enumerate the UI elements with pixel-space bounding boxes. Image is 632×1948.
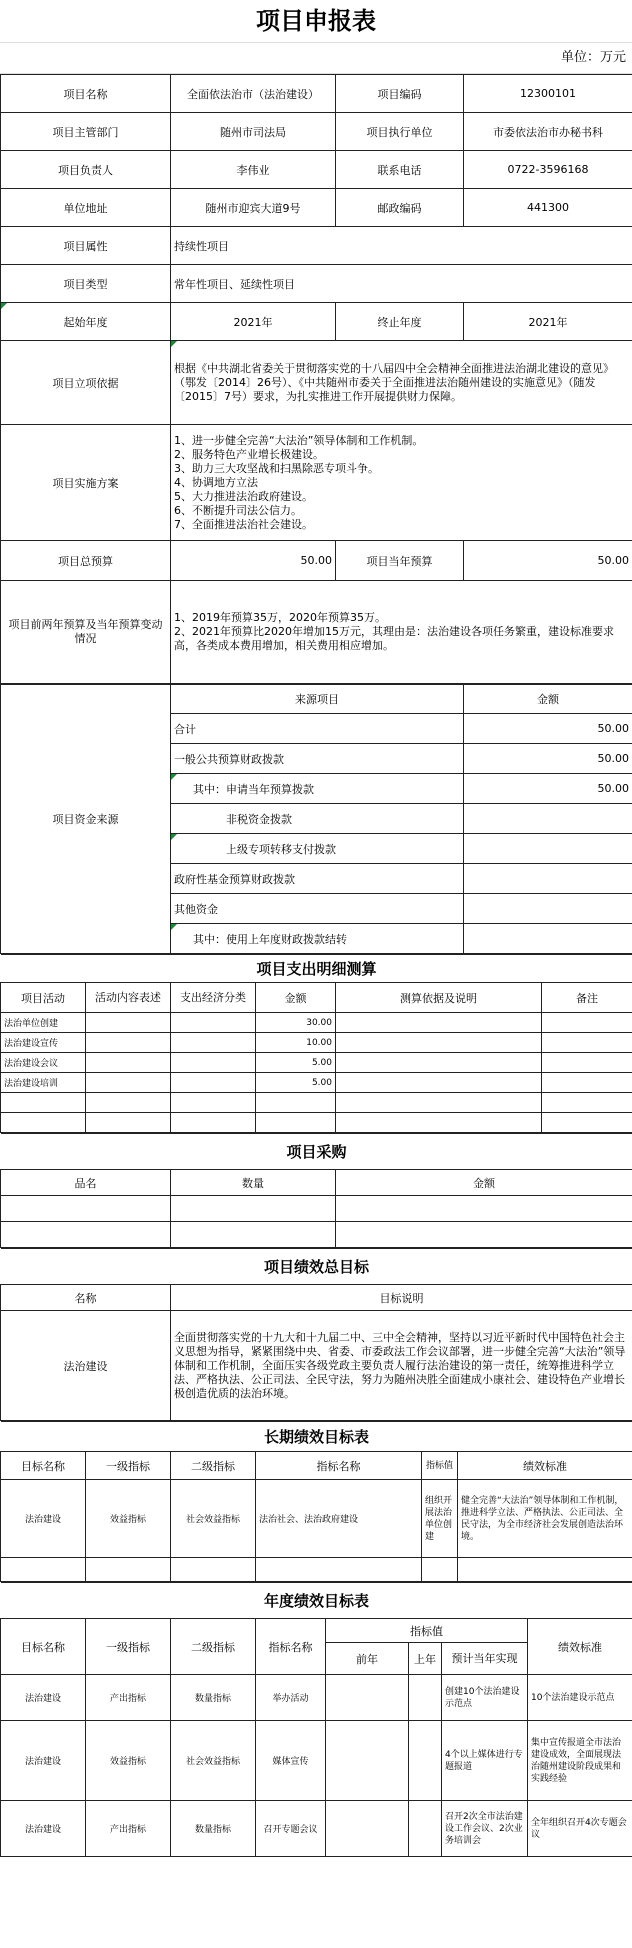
plan-item: 5、大力推进法治政府建设。 [174, 489, 313, 503]
change-item: 2、2021年预算比2020年增加15万元，其理由是：法治建设各项任务繁重，建设标准要求高，各类成本费用增加，相关费用相应增加。 [174, 625, 614, 652]
phone-value: 0722-3596168 [464, 151, 632, 189]
annual-h-value: 指标值 [326, 1619, 528, 1643]
basis-text: 根据《中共湖北省委关于贯彻落实党的十八届四中全会精神全面推进法治湖北建设的意见》（鄂发〔2014〕26号）、《中共随州市委关于全面推进法治随州建设的实施意见》（随发〔2015〕7号）要求，为扎实推进工作开展提供财力保障。 [171, 341, 632, 425]
annual-target: 法治建设 [1, 1721, 86, 1801]
long-h-value: 指标值 [422, 1452, 458, 1480]
cur-label: 项目当年预算 [336, 541, 464, 581]
annual-l2: 数量指标 [171, 1801, 256, 1857]
start-value: 2021年 [171, 303, 336, 341]
annual-l1: 效益指标 [86, 1721, 171, 1801]
funds-table [0, 684, 632, 954]
long-target: 法治建设 [1, 1480, 86, 1558]
annual-title: 年度绩效目标表 [1, 1583, 632, 1619]
annual-prev2 [326, 1721, 409, 1801]
funds-label: 项目资金来源 [1, 685, 171, 954]
long-table [0, 1421, 632, 1582]
annual-h-l1: 一级指标 [86, 1619, 171, 1675]
annual-standard: 10个法治建设示范点 [528, 1675, 632, 1721]
funds-row-amount: 50.00 [464, 744, 632, 774]
expense-amount: 10.00 [256, 1033, 336, 1053]
annual-current: 召开2次全市法治建设工作会议、2次业务培训会 [442, 1801, 528, 1857]
expense-amount: 30.00 [256, 1013, 336, 1033]
annual-l2: 数量指标 [171, 1675, 256, 1721]
end-label: 终止年度 [336, 303, 464, 341]
funds-col-source: 来源项目 [171, 685, 464, 714]
name-label: 项目名称 [1, 75, 171, 113]
funds-row-amount [464, 834, 632, 864]
type-label: 项目类型 [1, 265, 171, 303]
purchase-h-name: 品名 [1, 1170, 171, 1196]
expense-activity: 法治建设会议 [1, 1053, 86, 1073]
code-value: 12300101 [464, 75, 632, 113]
annual-h-current: 预计当年实现 [442, 1643, 528, 1675]
funds-row-name: 其中：申请当年预算拨款 [171, 774, 464, 804]
long-standard: 健全完善“大法治”领导体制和工作机制，推进科学立法、严格执法、公正司法、全民守法，为全市经济社会发展创造法治环境。 [458, 1480, 632, 1558]
purchase-h-qty: 数量 [171, 1170, 336, 1196]
plan-label: 项目实施方案 [1, 425, 171, 541]
plan-item: 2、服务特色产业增长极建设。 [174, 447, 324, 461]
funds-row-amount: 50.00 [464, 714, 632, 744]
annual-table [0, 1582, 632, 1857]
long-l1: 效益指标 [86, 1480, 171, 1558]
basic-info-table [0, 74, 632, 684]
plan-item: 3、助力三大攻坚战和扫黑除恶专项斗争。 [174, 461, 379, 475]
leader-value: 李伟业 [171, 151, 336, 189]
funds-row-name: 上级专项转移支付拨款 [171, 834, 464, 864]
annual-prev1 [409, 1721, 442, 1801]
basis-label: 项目立项依据 [1, 341, 171, 425]
annual-prev2 [326, 1801, 409, 1857]
funds-row-amount [464, 864, 632, 894]
plan-item: 4、协调地方立法 [174, 475, 258, 489]
phone-label: 联系电话 [336, 151, 464, 189]
change-text [171, 581, 632, 684]
perf-table [0, 1248, 632, 1421]
annual-l2: 社会效益指标 [171, 1721, 256, 1801]
annual-current: 4个以上媒体进行专题报道 [442, 1721, 528, 1801]
change-item: 1、2019年预算35万，2020年预算35万。 [174, 611, 386, 624]
funds-row-amount: 50.00 [464, 774, 632, 804]
perf-h-name: 名称 [1, 1285, 171, 1311]
annual-h-target: 目标名称 [1, 1619, 86, 1675]
page-title: 项目申报表 [256, 7, 376, 35]
expense-amount: 5.00 [256, 1053, 336, 1073]
long-h-l1: 一级指标 [86, 1452, 171, 1480]
long-h-l2: 二级指标 [171, 1452, 256, 1480]
attr-value: 持续性项目 [171, 227, 632, 265]
code-label: 项目编码 [336, 75, 464, 113]
plan-item: 1、进一步健全完善“大法治”领导体制和工作机制。 [174, 433, 424, 447]
plan-item: 6、不断提升司法公信力。 [174, 503, 302, 517]
addr-value: 随州市迎宾大道9号 [171, 189, 336, 227]
long-h-target: 目标名称 [1, 1452, 86, 1480]
expense-title: 项目支出明细测算 [1, 955, 632, 983]
annual-l1: 产出指标 [86, 1801, 171, 1857]
expense-h-amount: 金额 [256, 983, 336, 1013]
annual-h-prev1: 上年 [409, 1643, 442, 1675]
funds-row-name: 非税资金拨款 [171, 804, 464, 834]
annual-h-standard: 绩效标准 [528, 1619, 632, 1675]
annual-target: 法治建设 [1, 1675, 86, 1721]
long-h-indicator: 指标名称 [256, 1452, 422, 1480]
expense-h-content: 活动内容表述 [86, 983, 171, 1013]
total-label: 项目总预算 [1, 541, 171, 581]
dept-label: 项目主管部门 [1, 113, 171, 151]
funds-row-name: 一般公共预算财政拨款 [171, 744, 464, 774]
expense-h-basis: 测算依据及说明 [336, 983, 542, 1013]
exec-label: 项目执行单位 [336, 113, 464, 151]
plan-item: 7、全面推进法治社会建设。 [174, 517, 313, 531]
zip-value: 441300 [464, 189, 632, 227]
funds-row-name: 其中：使用上年度财政拨款结转 [171, 924, 464, 954]
perf-title: 项目绩效总目标 [1, 1249, 632, 1285]
expense-activity: 法治单位创建 [1, 1013, 86, 1033]
purchase-h-amount: 金额 [336, 1170, 632, 1196]
perf-h-desc: 目标说明 [171, 1285, 632, 1311]
funds-row-name: 合计 [171, 714, 464, 744]
expense-h-activity: 项目活动 [1, 983, 86, 1013]
long-indicator: 法治社会、法治政府建设 [256, 1480, 422, 1558]
dept-value: 随州市司法局 [171, 113, 336, 151]
perf-name: 法治建设 [1, 1311, 171, 1421]
name-value: 全面依法治市（法治建设） [171, 75, 336, 113]
annual-indicator: 媒体宣传 [256, 1721, 326, 1801]
leader-label: 项目负责人 [1, 151, 171, 189]
annual-indicator: 举办活动 [256, 1675, 326, 1721]
expense-activity: 法治建设培训 [1, 1073, 86, 1093]
expense-table [0, 954, 632, 1133]
expense-amount: 5.00 [256, 1073, 336, 1093]
annual-prev1 [409, 1675, 442, 1721]
expense-h-class: 支出经济分类 [171, 983, 256, 1013]
annual-h-indicator: 指标名称 [256, 1619, 326, 1675]
annual-current: 创建10个法治建设示范点 [442, 1675, 528, 1721]
attr-label: 项目属性 [1, 227, 171, 265]
exec-value: 市委依法治市办秘书科 [464, 113, 632, 151]
funds-col-amount: 金额 [464, 685, 632, 714]
funds-row-amount [464, 924, 632, 954]
annual-prev1 [409, 1801, 442, 1857]
purchase-table [0, 1133, 632, 1248]
expense-activity: 法治建设宣传 [1, 1033, 86, 1053]
annual-standard: 全年组织召开4次专题会议 [528, 1801, 632, 1857]
zip-label: 邮政编码 [336, 189, 464, 227]
long-value: 组织开展法治单位创建 [422, 1480, 458, 1558]
start-label: 起始年度 [1, 303, 171, 341]
annual-l1: 产出指标 [86, 1675, 171, 1721]
cur-value: 50.00 [464, 541, 632, 581]
addr-label: 单位地址 [1, 189, 171, 227]
annual-target: 法治建设 [1, 1801, 86, 1857]
perf-desc: 全面贯彻落实党的十九大和十九届二中、三中全会精神，坚持以习近平新时代中国特色社会主义思想为指导，紧紧围绕中央、省委、市委政法工作会议部署，进一步健全完善“大法治”领导体制和工作机制，全面压实各级党政主要负责人履行法治建设的第一责任，统筹推进科学立法、严格执法、公正司法、全民守法，努力为随州决胜全面建成小康社会、建设特色产业增长极创造优质的法治环境。 [171, 1311, 632, 1421]
annual-h-l2: 二级指标 [171, 1619, 256, 1675]
total-value: 50.00 [171, 541, 336, 581]
plan-list [171, 425, 632, 541]
end-value: 2021年 [464, 303, 632, 341]
annual-h-prev2: 前年 [326, 1643, 409, 1675]
long-l2: 社会效益指标 [171, 1480, 256, 1558]
type-value: 常年性项目、延续性项目 [171, 265, 632, 303]
annual-standard: 集中宣传报道全市法治建设成效，全面展现法治随州建设阶段成果和实践经验 [528, 1721, 632, 1801]
long-title: 长期绩效目标表 [1, 1422, 632, 1452]
purchase-title: 项目采购 [1, 1134, 632, 1170]
long-h-standard: 绩效标准 [458, 1452, 632, 1480]
funds-row-name: 政府性基金预算财政拨款 [171, 864, 464, 894]
expense-h-note: 备注 [542, 983, 632, 1013]
annual-indicator: 召开专题会议 [256, 1801, 326, 1857]
funds-row-amount [464, 894, 632, 924]
unit-label: 单位：万元 [0, 42, 632, 74]
change-label: 项目前两年预算及当年预算变动情况 [1, 581, 171, 684]
funds-row-name: 其他资金 [171, 894, 464, 924]
annual-prev2 [326, 1675, 409, 1721]
funds-row-amount [464, 804, 632, 834]
